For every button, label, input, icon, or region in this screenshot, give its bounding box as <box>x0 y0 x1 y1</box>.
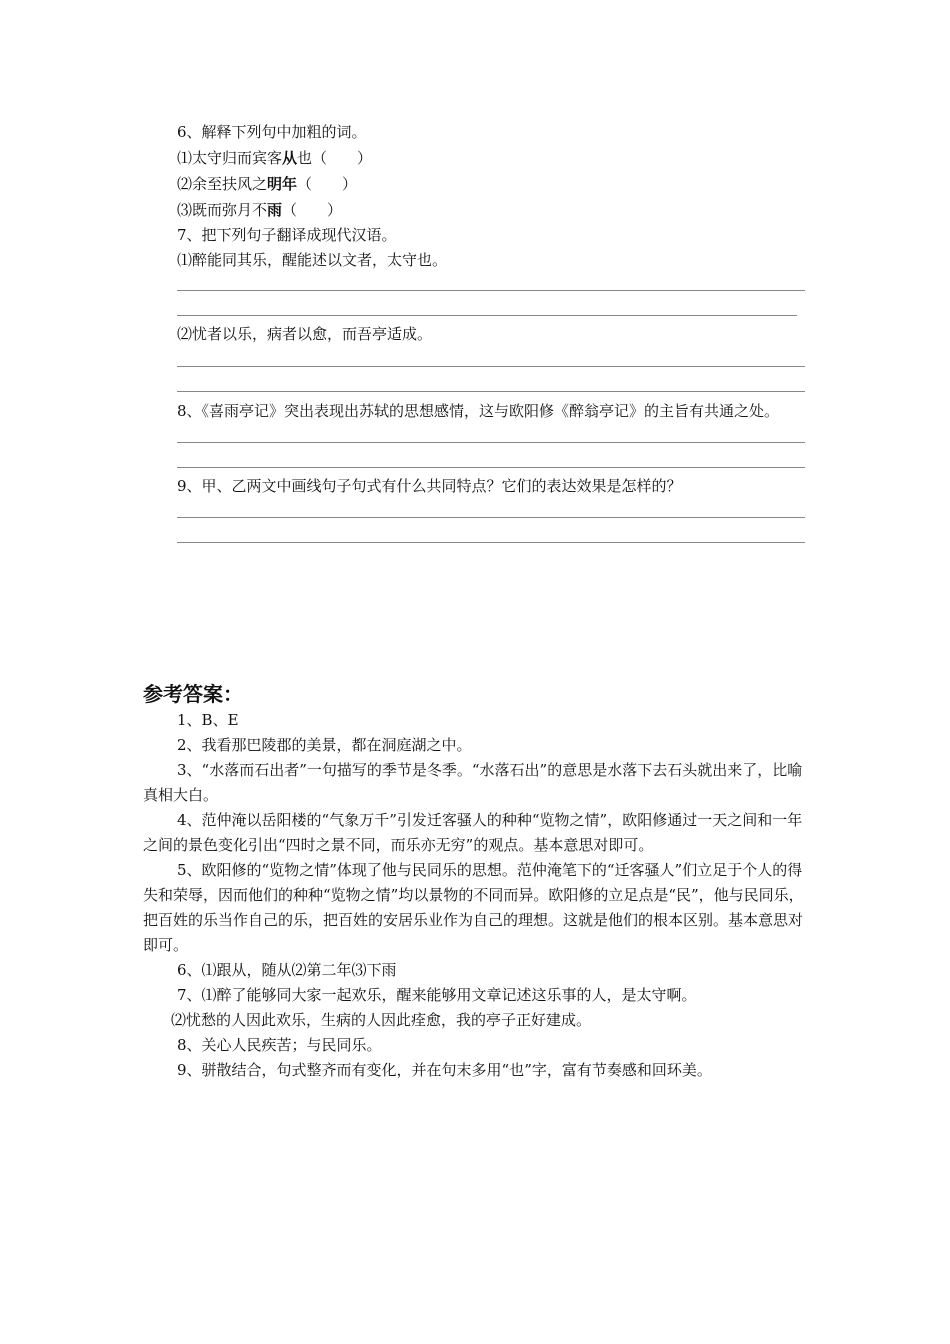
q6-item-1 <box>177 148 372 168</box>
q6-item-1-blank: 也（ ） <box>297 149 373 167</box>
answer-6: 6、⑴跟从，随从⑵第二年⑶下雨 <box>177 961 397 979</box>
answer-8: 8、关心人民疾苦；与民同乐。 <box>177 1036 382 1054</box>
q6-item-2-bold-word: 明年 <box>267 175 298 193</box>
q7-stem: 7、把下列句子翻译成现代汉语。 <box>177 226 397 244</box>
answer-line <box>177 442 805 443</box>
answers-heading: 参考答案： <box>143 682 243 706</box>
q8-stem: 8、《喜雨亭记》突出表现出苏轼的思想感情，这与欧阳修《醉翁亭记》的主旨有共通之处。 <box>177 402 780 420</box>
q6-item-2 <box>177 174 357 194</box>
q9-stem: 9、甲、乙两文中画线句子句式有什么共同特点？它们的表达效果是怎样的？ <box>177 477 682 495</box>
q6-item-3-bold-word: 雨 <box>267 201 283 219</box>
answer-line <box>177 315 797 316</box>
q6-item-3-text: ⑶既而弥月不 <box>177 201 268 219</box>
answer-line <box>177 290 805 291</box>
q6-item-2-blank: （ ） <box>297 175 358 193</box>
answer-1: 1、B、E <box>177 711 239 729</box>
answer-line <box>177 391 805 392</box>
answer-4: 4、范仲淹以岳阳楼的“气象万千”引发迁客骚人的种种“览物之情”，欧阳修通过一天之间和一年之间的景色变化引出“四时之景不同，而乐亦无穷”的观点。基本意思对即可。 <box>143 811 803 854</box>
q6-item-1-bold-word: 从 <box>282 149 298 167</box>
q7-sentence-2: ⑵忧者以乐，病者以愈，而吾亭适成。 <box>177 325 433 343</box>
answer-line <box>177 467 805 468</box>
answer-3: 3、“水落而石出者”一句描写的季节是冬季。“水落石出”的意思是水落下去石头就出来了，比喻真相大白。 <box>143 761 803 804</box>
answer-line <box>177 517 805 518</box>
q6-item-1-text: ⑴太守归而宾客 <box>177 149 283 167</box>
answer-line <box>177 366 805 367</box>
answer-7b: ⑵忧愁的人因此欢乐，生病的人因此痊愈，我的亭子正好建成。 <box>171 1011 592 1029</box>
q7-sentence-1: ⑴醉能同其乐，醒能述以文者，太守也。 <box>177 251 448 269</box>
answer-7a: 7、⑴醉了能够同大家一起欢乐，醒来能够用文章记述这乐事的人，是太守啊。 <box>177 986 697 1004</box>
answer-5: 5、欧阳修的“览物之情”体现了他与民同乐的思想。范仲淹笔下的“迁客骚人”们立足于个人的得失和荣辱，因而他们的种种“览物之情”均以景物的不同而异。欧阳修的立足点是“民”，他与民同乐，把百姓的乐当作自己的乐，把百姓的安居乐业作为自己的理想。这就是他们的根本区别。基本意思对即可。 <box>143 861 804 954</box>
q6-item-3-blank: （ ） <box>282 201 343 219</box>
answer-9: 9、骈散结合，句式整齐而有变化，并在句末多用“也”字，富有节奏感和回环美。 <box>177 1061 712 1079</box>
q6-item-3 <box>177 200 342 220</box>
answer-line <box>177 542 805 543</box>
q6-stem: 6、解释下列句中加粗的词。 <box>177 123 367 141</box>
answer-2: 2、我看那巴陵郡的美景，都在洞庭湖之中。 <box>177 736 472 754</box>
q6-item-2-text: ⑵余至扶风之 <box>177 175 268 193</box>
